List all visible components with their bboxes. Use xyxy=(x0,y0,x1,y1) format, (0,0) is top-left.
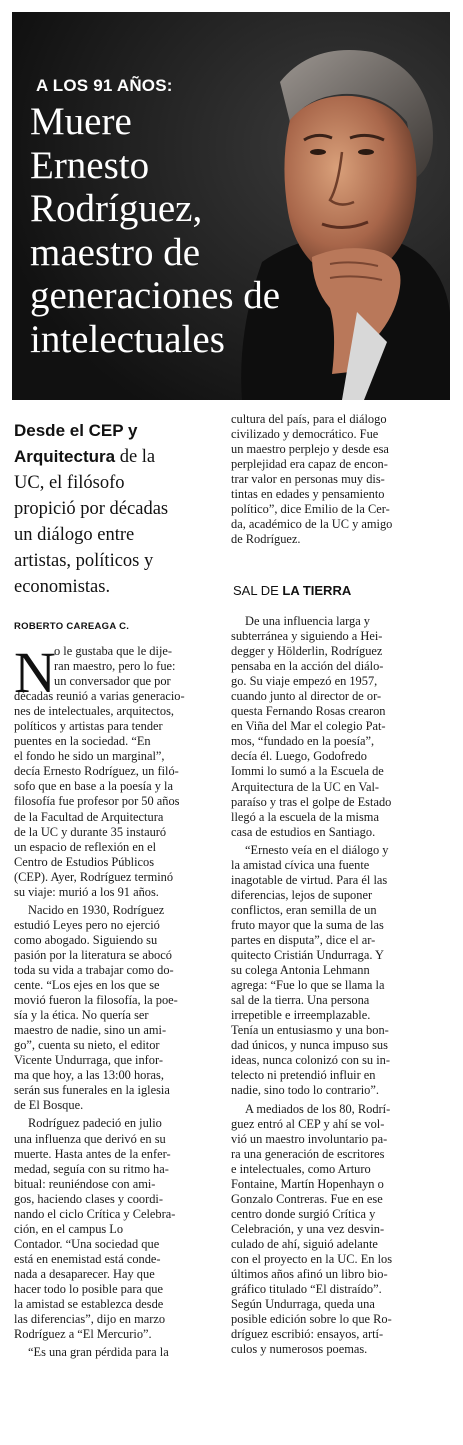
text-line: ideas, nunca colonizó con su in- xyxy=(231,1053,390,1068)
text-line: medad, seguía con su ritmo ha- xyxy=(14,1161,169,1176)
text-line: un espacio de reflexión en el xyxy=(14,839,157,854)
text-line: el fondo he sido un marginal”, xyxy=(14,749,165,764)
text-line: serán sus funerales en la iglesia xyxy=(14,1083,170,1098)
headline-line: generaciones de xyxy=(30,274,281,317)
text-line: degger y Hölderlin, Rodríguez xyxy=(231,644,383,659)
text-line: Arquitectura de la UC en Val- xyxy=(231,779,380,794)
text-line: sofo que en base a la poesía y la xyxy=(14,779,173,794)
text-line: está en enemistad está conde- xyxy=(14,1251,161,1266)
text-line: cultura del país, para el diálogo xyxy=(231,412,387,426)
text-line: nadie, sino todo lo contrario”. xyxy=(231,1083,379,1098)
section-subhead xyxy=(233,583,351,598)
text-line: quitecto Cristián Undurraga. Y xyxy=(231,948,385,963)
text-line: dríguez escribió: ensayos, artí- xyxy=(231,1327,384,1342)
text-line: hacer todo lo posible para que xyxy=(14,1281,163,1296)
text-line: ción, en el campus Lo xyxy=(14,1221,124,1236)
text-line: pasión por la literatura se abocó xyxy=(14,947,172,962)
text-line: pensaba en la acción del diálo- xyxy=(231,659,384,674)
text-line: centro donde surgió Crítica y xyxy=(231,1206,376,1221)
deck-bold: Arquitectura xyxy=(14,447,116,466)
text-line: con el proyecto en la UC. En los xyxy=(231,1251,393,1266)
text-line: decía él. Luego, Godofredo xyxy=(231,749,367,764)
text-line: inagotable de virtud. Para él las xyxy=(231,872,388,887)
text-line: vió un maestro involuntario pa- xyxy=(231,1131,388,1146)
text-line: nes de intelectuales, arquitectos, xyxy=(14,704,174,719)
text-line: como abogado. Siguiendo su xyxy=(14,932,158,947)
text-line: tintas en edades y pensamiento xyxy=(231,487,385,502)
text-line: ra una generación de escritores xyxy=(231,1146,385,1161)
text-line: culado de ahí, siguió adelante xyxy=(231,1236,378,1251)
column-right-bottom xyxy=(231,614,453,1357)
text-line: en Viña del Mar el colegio Pat- xyxy=(231,719,386,734)
text-line: de la UC y durante 35 instauró xyxy=(14,824,167,839)
text-line: gráfico titulado “El distraído”. xyxy=(231,1282,382,1297)
drop-cap: N xyxy=(14,640,56,705)
text-line: últimos años afinó un libro bio- xyxy=(231,1267,388,1282)
text-line: go”, cuenta su nieto, el editor xyxy=(14,1038,160,1053)
text-line: gos, haciendo clases y coordi- xyxy=(14,1191,163,1206)
text-line: maestro de nadie, sino un ami- xyxy=(14,1023,167,1038)
text-line: civilizado y democrático. Fue xyxy=(231,427,379,442)
deck-line: un diálogo entre xyxy=(14,525,135,545)
text-line: sía y la ética. No quería ser xyxy=(14,1008,149,1023)
text-line: A mediados de los 80, Rodrí- xyxy=(245,1101,391,1116)
text-line: diferencias, lejos de suponer xyxy=(231,887,373,902)
text-line: guez entró al CEP y ahí se vol- xyxy=(231,1116,385,1131)
text-line: subterránea y siguiendo a Hei- xyxy=(231,629,383,644)
text-line: las diferencias”, dijo en marzo xyxy=(14,1312,166,1327)
subhead-light: SAL DE xyxy=(233,583,283,598)
text-line: sal de la tierra. Una persona xyxy=(231,993,370,1008)
text-line: su colega Antonia Lehmann xyxy=(231,963,370,978)
deck-line: economistas. xyxy=(14,577,111,597)
deck-line: UC, el filósofo xyxy=(14,473,125,493)
text-line: Centro de Estudios Públicos xyxy=(14,854,155,869)
text-line: nada a desaparecer. Hay que xyxy=(14,1266,155,1281)
text-line: culos y numerosos poemas. xyxy=(231,1342,368,1357)
text-line: de la Facultad de Arquitectura xyxy=(14,809,164,824)
text-line: conflictos, eran semilla de un xyxy=(231,902,377,917)
text-line: de El Bosque. xyxy=(14,1098,84,1113)
text-line: cuando junto al director de or- xyxy=(231,689,382,704)
kicker: A LOS 91 AÑOS: xyxy=(36,76,173,95)
headline xyxy=(30,100,360,361)
text-line: Celebración, y una vez desvin- xyxy=(231,1221,385,1236)
text-line: o le gustaba que le dije- xyxy=(54,644,173,658)
text-line: Rodríguez a “El Mercurio”. xyxy=(14,1327,152,1342)
text-line: Fontaine, Martín Hopenhayn o xyxy=(231,1176,384,1191)
text-line: Nacido en 1930, Rodríguez xyxy=(28,902,165,917)
text-line: un conversador que por xyxy=(54,674,171,689)
text-line: cente. “Los ejes en los que se xyxy=(14,978,160,993)
subhead-bold: LA TIERRA xyxy=(282,583,352,598)
text-line: paraíso y tras el golpe de Estado xyxy=(231,794,392,809)
column-right-top xyxy=(231,412,453,547)
deck-bold: Desde el CEP y xyxy=(14,421,138,440)
text-line: Tenía un entusiasmo y una bon- xyxy=(231,1023,389,1038)
text-line: un maestro perplejo y desde esa xyxy=(231,442,389,457)
text-line: Vicente Undurraga, que infor- xyxy=(14,1053,164,1068)
text-line: questa Fernando Rosas crearon xyxy=(231,704,386,719)
text-line: fruto mayor que la suma de las xyxy=(231,917,384,932)
text-line: Contador. “Una sociedad que xyxy=(14,1236,160,1251)
headline-line: intelectuales xyxy=(30,317,225,361)
deck-line: artistas, políticos y xyxy=(14,551,154,571)
hero-banner xyxy=(12,12,450,400)
text-line: su viaje: murió a los 91 años. xyxy=(14,884,159,899)
text-line: “Es una gran pérdida para la xyxy=(28,1345,169,1360)
text-line: mos, “fundado en la poesía”, xyxy=(231,734,375,749)
text-line: irrepetible e irreemplazable. xyxy=(231,1008,371,1023)
deck-text: de la xyxy=(115,447,156,467)
text-line: De una influencia larga y xyxy=(245,614,371,628)
text-line: go. Su viaje empezó en 1957, xyxy=(231,674,378,689)
text-line: da, académico de la UC y amigo xyxy=(231,517,393,532)
text-line: la amistad cívica una fuente xyxy=(231,857,370,872)
text-line: Rodríguez padeció en julio xyxy=(28,1116,162,1131)
article-deck xyxy=(14,418,224,600)
text-line: puentes en la sociedad. “En xyxy=(14,734,151,749)
headline-line: Rodríguez, xyxy=(30,187,203,230)
text-line: telecto ni pretendió influir en xyxy=(231,1068,376,1083)
text-line: una influenza que derivó en su xyxy=(14,1131,166,1146)
text-line: perplejidad era capaz de encon- xyxy=(231,457,388,472)
text-line: trar valor en personas muy dis- xyxy=(231,472,385,487)
deck-line: propició por décadas xyxy=(14,499,169,519)
text-line: toda su vida a trabajar como do- xyxy=(14,962,174,977)
text-line: bitual: reuniéndose con ami- xyxy=(14,1176,156,1191)
headline-line: Ernesto xyxy=(30,143,150,187)
text-line: la amistad se establezca desde xyxy=(14,1297,164,1312)
text-line: de Rodríguez. xyxy=(231,532,301,547)
text-line: muerte. Hasta antes de la enfer- xyxy=(14,1146,171,1161)
text-line: decía Ernesto Rodríguez, un filó- xyxy=(14,764,179,779)
text-line: posible edición sobre lo que Ro- xyxy=(231,1312,392,1327)
byline: ROBERTO CAREAGA C. xyxy=(14,621,130,632)
text-line: dad únicos, y nunca impuso sus xyxy=(231,1038,388,1053)
text-line: filosofía fue profesor por 50 años xyxy=(14,794,180,809)
text-line: décadas reunió a varias generacio- xyxy=(14,689,185,704)
text-line: “Ernesto veía en el diálogo y xyxy=(245,842,389,857)
column-left xyxy=(14,640,220,1360)
text-line: agrega: “Fue lo que se llama la xyxy=(231,978,385,993)
headline-line: Muere xyxy=(30,100,132,143)
text-line: ma que hoy, a las 13:00 horas, xyxy=(14,1068,164,1083)
text-line: partes en disputa”, dice el ar- xyxy=(231,932,376,947)
text-line: llegó a la escuela de la misma xyxy=(231,809,379,824)
text-line: políticos y artistas para tender xyxy=(14,719,163,734)
text-line: Gonzalo Contreras. Fue en ese xyxy=(231,1191,383,1206)
headline-line: maestro de xyxy=(30,230,201,274)
text-line: Según Undurraga, queda una xyxy=(231,1297,375,1312)
text-line: (CEP). Ayer, Rodríguez terminó xyxy=(14,869,174,884)
text-line: nando el ciclo Crítica y Celebra- xyxy=(14,1206,176,1221)
text-line: e intelectuales, como Arturo xyxy=(231,1161,371,1176)
text-line: movió fueron la filosofía, la poe- xyxy=(14,993,178,1008)
text-line: Iommi lo sumó a la Escuela de xyxy=(231,764,384,779)
text-line: estudió Leyes pero no ejerció xyxy=(14,917,160,932)
text-line: casa de estudios en Santiago. xyxy=(231,824,376,839)
text-line: ran maestro, pero lo fue: xyxy=(54,659,176,674)
text-line: político”, dice Emilio de la Cer- xyxy=(231,502,390,517)
